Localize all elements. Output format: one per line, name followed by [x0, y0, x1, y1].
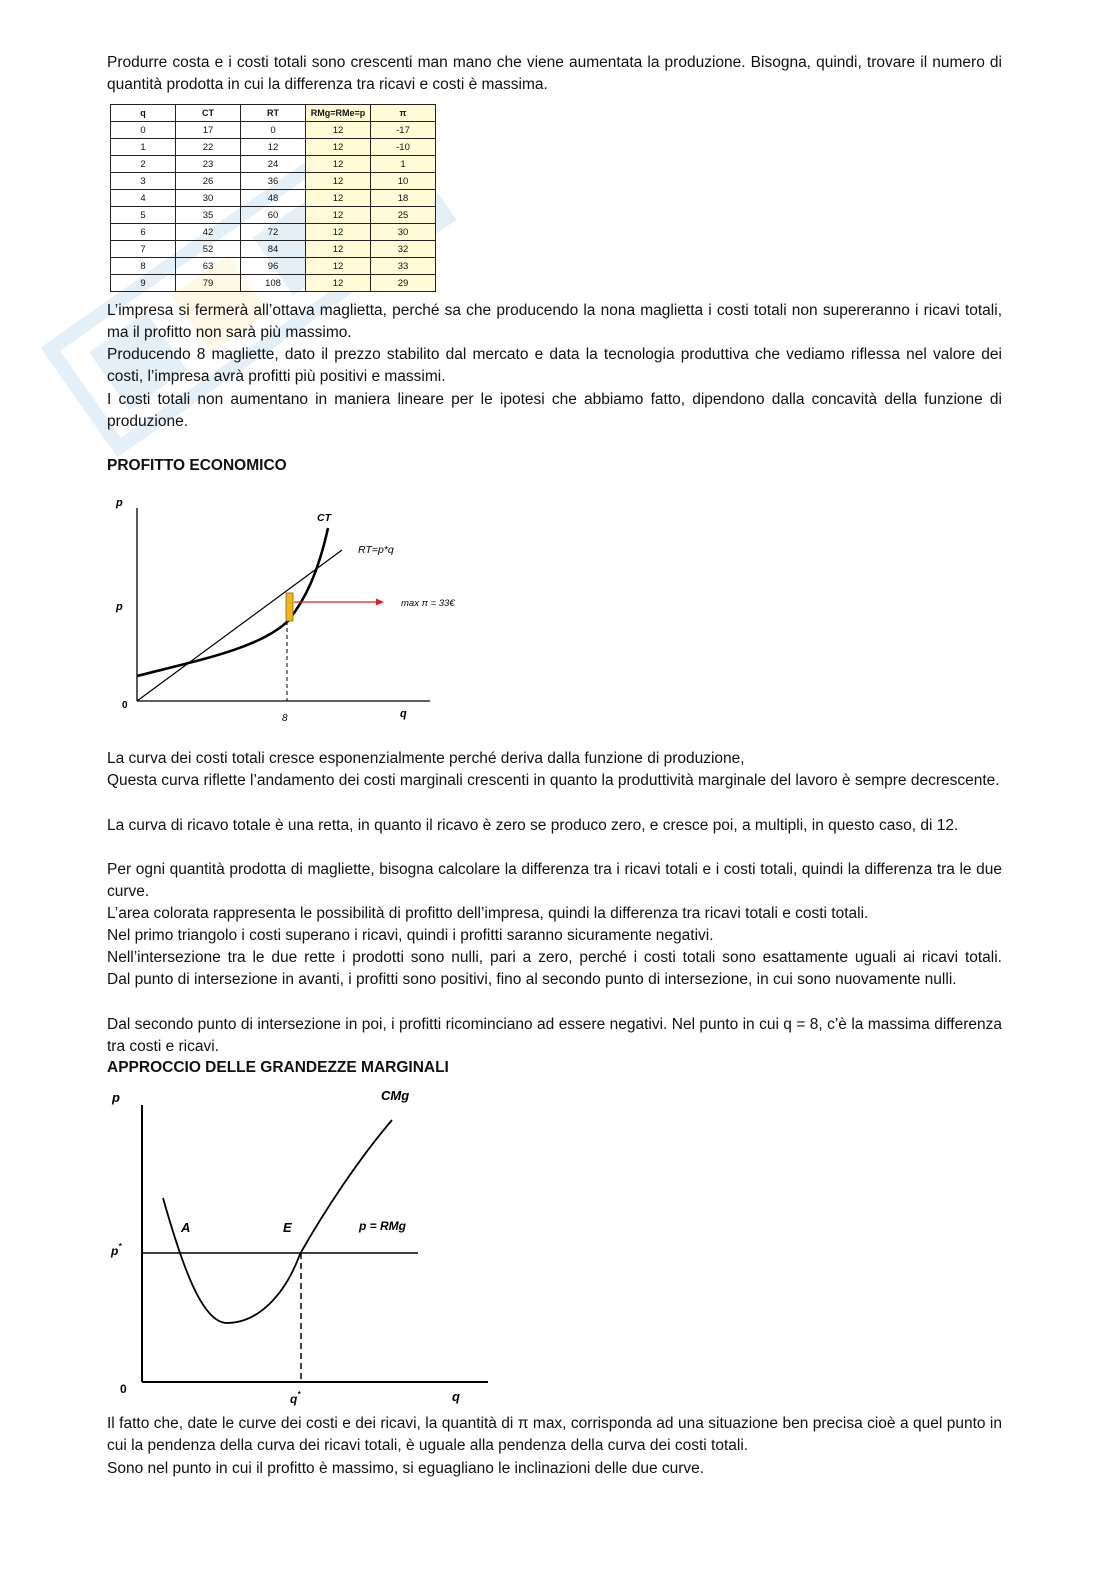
table-cell: 42 — [176, 224, 241, 241]
marginal-chart — [100, 1080, 500, 1410]
section-heading-profitto: PROFITTO ECONOMICO — [107, 457, 287, 474]
table-cell: 12 — [306, 156, 371, 173]
paragraph: La curva di ricavo totale è una retta, in quanto il ricavo è zero se produco zero, e cresce poi, a multipli, in questo caso, di 12. — [107, 817, 959, 834]
origin-label: 0 — [122, 700, 128, 711]
table-row — [111, 156, 436, 173]
table-cell: 0 — [111, 122, 176, 139]
table-row — [111, 258, 436, 275]
q-star-label: q* — [290, 1390, 301, 1406]
max-profit-label: max π = 33€ — [401, 598, 455, 609]
paragraph: Il fatto che, date le curve dei costi e dei ricavi, la quantità di π max, corrisponda ad una situazione ben precisa cioè a quel punto in cui la pendenza della curva dei ricavi totali, è uguale alla pendenza della curva dei costi totali. — [107, 1415, 1002, 1455]
table-cell: 12 — [306, 224, 371, 241]
p-mark: p — [116, 601, 123, 613]
table-row — [111, 173, 436, 190]
paragraph: Dal secondo punto di intersezione in poi, i profitti ricominciano ad essere negativi. Nel punto in cui q = 8, c’è la massima differenza tra costi e ricavi. — [107, 1016, 1002, 1056]
table-cell: 12 — [306, 275, 371, 292]
max-profit-bar — [286, 593, 293, 621]
table-cell: 5 — [111, 207, 176, 224]
table-cell: 12 — [306, 190, 371, 207]
rt-label: RT=p*q — [358, 544, 394, 556]
table-cell: 52 — [176, 241, 241, 258]
paragraph: La curva dei costi totali cresce esponenzialmente perché deriva dalla funzione di produzione, — [107, 750, 745, 767]
table-header-cell: RMg=RMe=p — [306, 105, 371, 122]
table-cell: 25 — [371, 207, 436, 224]
table-cell: 9 — [111, 275, 176, 292]
origin-label: 0 — [120, 1382, 127, 1396]
table-cell: 7 — [111, 241, 176, 258]
table-cell: 12 — [306, 207, 371, 224]
table-cell: 18 — [371, 190, 436, 207]
table-cell: 63 — [176, 258, 241, 275]
table-cell: 26 — [176, 173, 241, 190]
table-cell: 12 — [306, 173, 371, 190]
table-cell: 108 — [241, 275, 306, 292]
paragraph: Sono nel punto in cui il profitto è massimo, si eguagliano le inclinazioni delle due curve. — [107, 1460, 705, 1477]
table-body — [111, 122, 436, 292]
table-row — [111, 139, 436, 156]
table-cell: 12 — [306, 258, 371, 275]
table-cell: 32 — [371, 241, 436, 258]
table-header-row — [111, 105, 436, 122]
x-axis-label: q — [400, 708, 407, 720]
table-row — [111, 241, 436, 258]
table-cell: 2 — [111, 156, 176, 173]
table-row — [111, 190, 436, 207]
table-cell: 60 — [241, 207, 306, 224]
table-cell: -17 — [371, 122, 436, 139]
table-cell: 0 — [241, 122, 306, 139]
table-cell: 24 — [241, 156, 306, 173]
table-row — [111, 275, 436, 292]
table-cell: 1 — [371, 156, 436, 173]
table-cell: 17 — [176, 122, 241, 139]
paragraph: Nel primo triangolo i costi superano i ricavi, quindi i profitti saranno sicuramente negativi. — [107, 927, 714, 944]
table-cell: 48 — [241, 190, 306, 207]
table-header-cell: q — [111, 105, 176, 122]
table-cell: 72 — [241, 224, 306, 241]
table-cell: 22 — [176, 139, 241, 156]
table-cell: 84 — [241, 241, 306, 258]
table-cell: 12 — [306, 241, 371, 258]
paragraph: Per ogni quantità prodotta di magliette, bisogna calcolare la differenza tra i ricavi totali e i costi totali, quindi la differenza tra le due curve. — [107, 861, 1002, 901]
rt-line — [137, 550, 342, 701]
table-cell: 96 — [241, 258, 306, 275]
table-cell: 4 — [111, 190, 176, 207]
table-cell: 12 — [306, 139, 371, 156]
paragraph: Nell’intersezione tra le due rette i prodotti sono nulli, pari a zero, perché i costi totali sono esattamente uguali ai ricavi totali. Dal punto di intersezione in avanti, i profitti sono positivi, fino al secondo punto di intersezione, in cui sono nuovamente nulli. — [107, 949, 1089, 989]
point-e-label: E — [283, 1220, 292, 1235]
table-header-cell: π — [371, 105, 436, 122]
table-row — [111, 207, 436, 224]
cmg-curve — [163, 1120, 392, 1323]
arrow-head — [376, 599, 384, 606]
table-cell: 12 — [306, 122, 371, 139]
y-axis-label: p — [112, 1090, 120, 1105]
table-cell: 10 — [371, 173, 436, 190]
cost-revenue-table — [110, 104, 436, 292]
table-cell: 1 — [111, 139, 176, 156]
table-row — [111, 122, 436, 139]
table-cell: 35 — [176, 207, 241, 224]
table-row — [111, 224, 436, 241]
table-cell: 8 — [111, 258, 176, 275]
table-cell: 79 — [176, 275, 241, 292]
table-cell: 36 — [241, 173, 306, 190]
cmg-label: CMg — [381, 1088, 410, 1103]
paragraph: L’area colorata rappresenta le possibilità di profitto dell’impresa, quindi la differenza tra ricavi totali e costi totali. — [107, 905, 869, 922]
rmg-label: p = RMg — [359, 1219, 406, 1233]
intro-paragraph: Produrre costa e i costi totali sono crescenti man mano che viene aumentata la produzione. Bisogna, quindi, trovare il numero di quantità prodotta in cui la differenza tra ricavi e costi è massima. — [107, 54, 1002, 94]
paragraph: I costi totali non aumentano in maniera lineare per le ipotesi che abbiamo fatto, dipendono dalla concavità della funzione di produzione. — [107, 391, 1002, 431]
paragraph: L’impresa si fermerà all’ottava maglietta, perché sa che producendo la nona maglietta i costi totali non supereranno i ricavi totali, ma il profitto non sarà più massimo. — [107, 302, 1002, 342]
profit-chart — [100, 488, 480, 728]
x-axis-label: q — [452, 1389, 460, 1404]
table-header-cell: CT — [176, 105, 241, 122]
section-heading-grandezze-marginali: APPROCCIO DELLE GRANDEZZE MARGINALI — [107, 1059, 449, 1076]
table-cell: 30 — [176, 190, 241, 207]
point-a-label: A — [181, 1220, 191, 1235]
y-axis-label: p — [116, 497, 123, 509]
table-cell: 23 — [176, 156, 241, 173]
table-cell: 33 — [371, 258, 436, 275]
paragraph: Questa curva riflette l’andamento dei costi marginali crescenti in quanto la produttività marginale del lavoro è sempre decrescente. — [107, 772, 1000, 789]
ct-label: CT — [317, 512, 331, 524]
table-cell: -10 — [371, 139, 436, 156]
table-cell: 3 — [111, 173, 176, 190]
q-mark-8: 8 — [282, 713, 288, 724]
table-cell: 6 — [111, 224, 176, 241]
table-cell: 29 — [371, 275, 436, 292]
paragraph: Producendo 8 magliette, dato il prezzo stabilito dal mercato e data la tecnologia produttiva che vediamo riflessa nel valore dei costi, l’impresa avrà profitti più positivi e massimi. — [107, 346, 1002, 386]
p-star-label: p* — [111, 1242, 122, 1258]
table-cell: 12 — [241, 139, 306, 156]
table-header-cell: RT — [241, 105, 306, 122]
table-cell: 30 — [371, 224, 436, 241]
